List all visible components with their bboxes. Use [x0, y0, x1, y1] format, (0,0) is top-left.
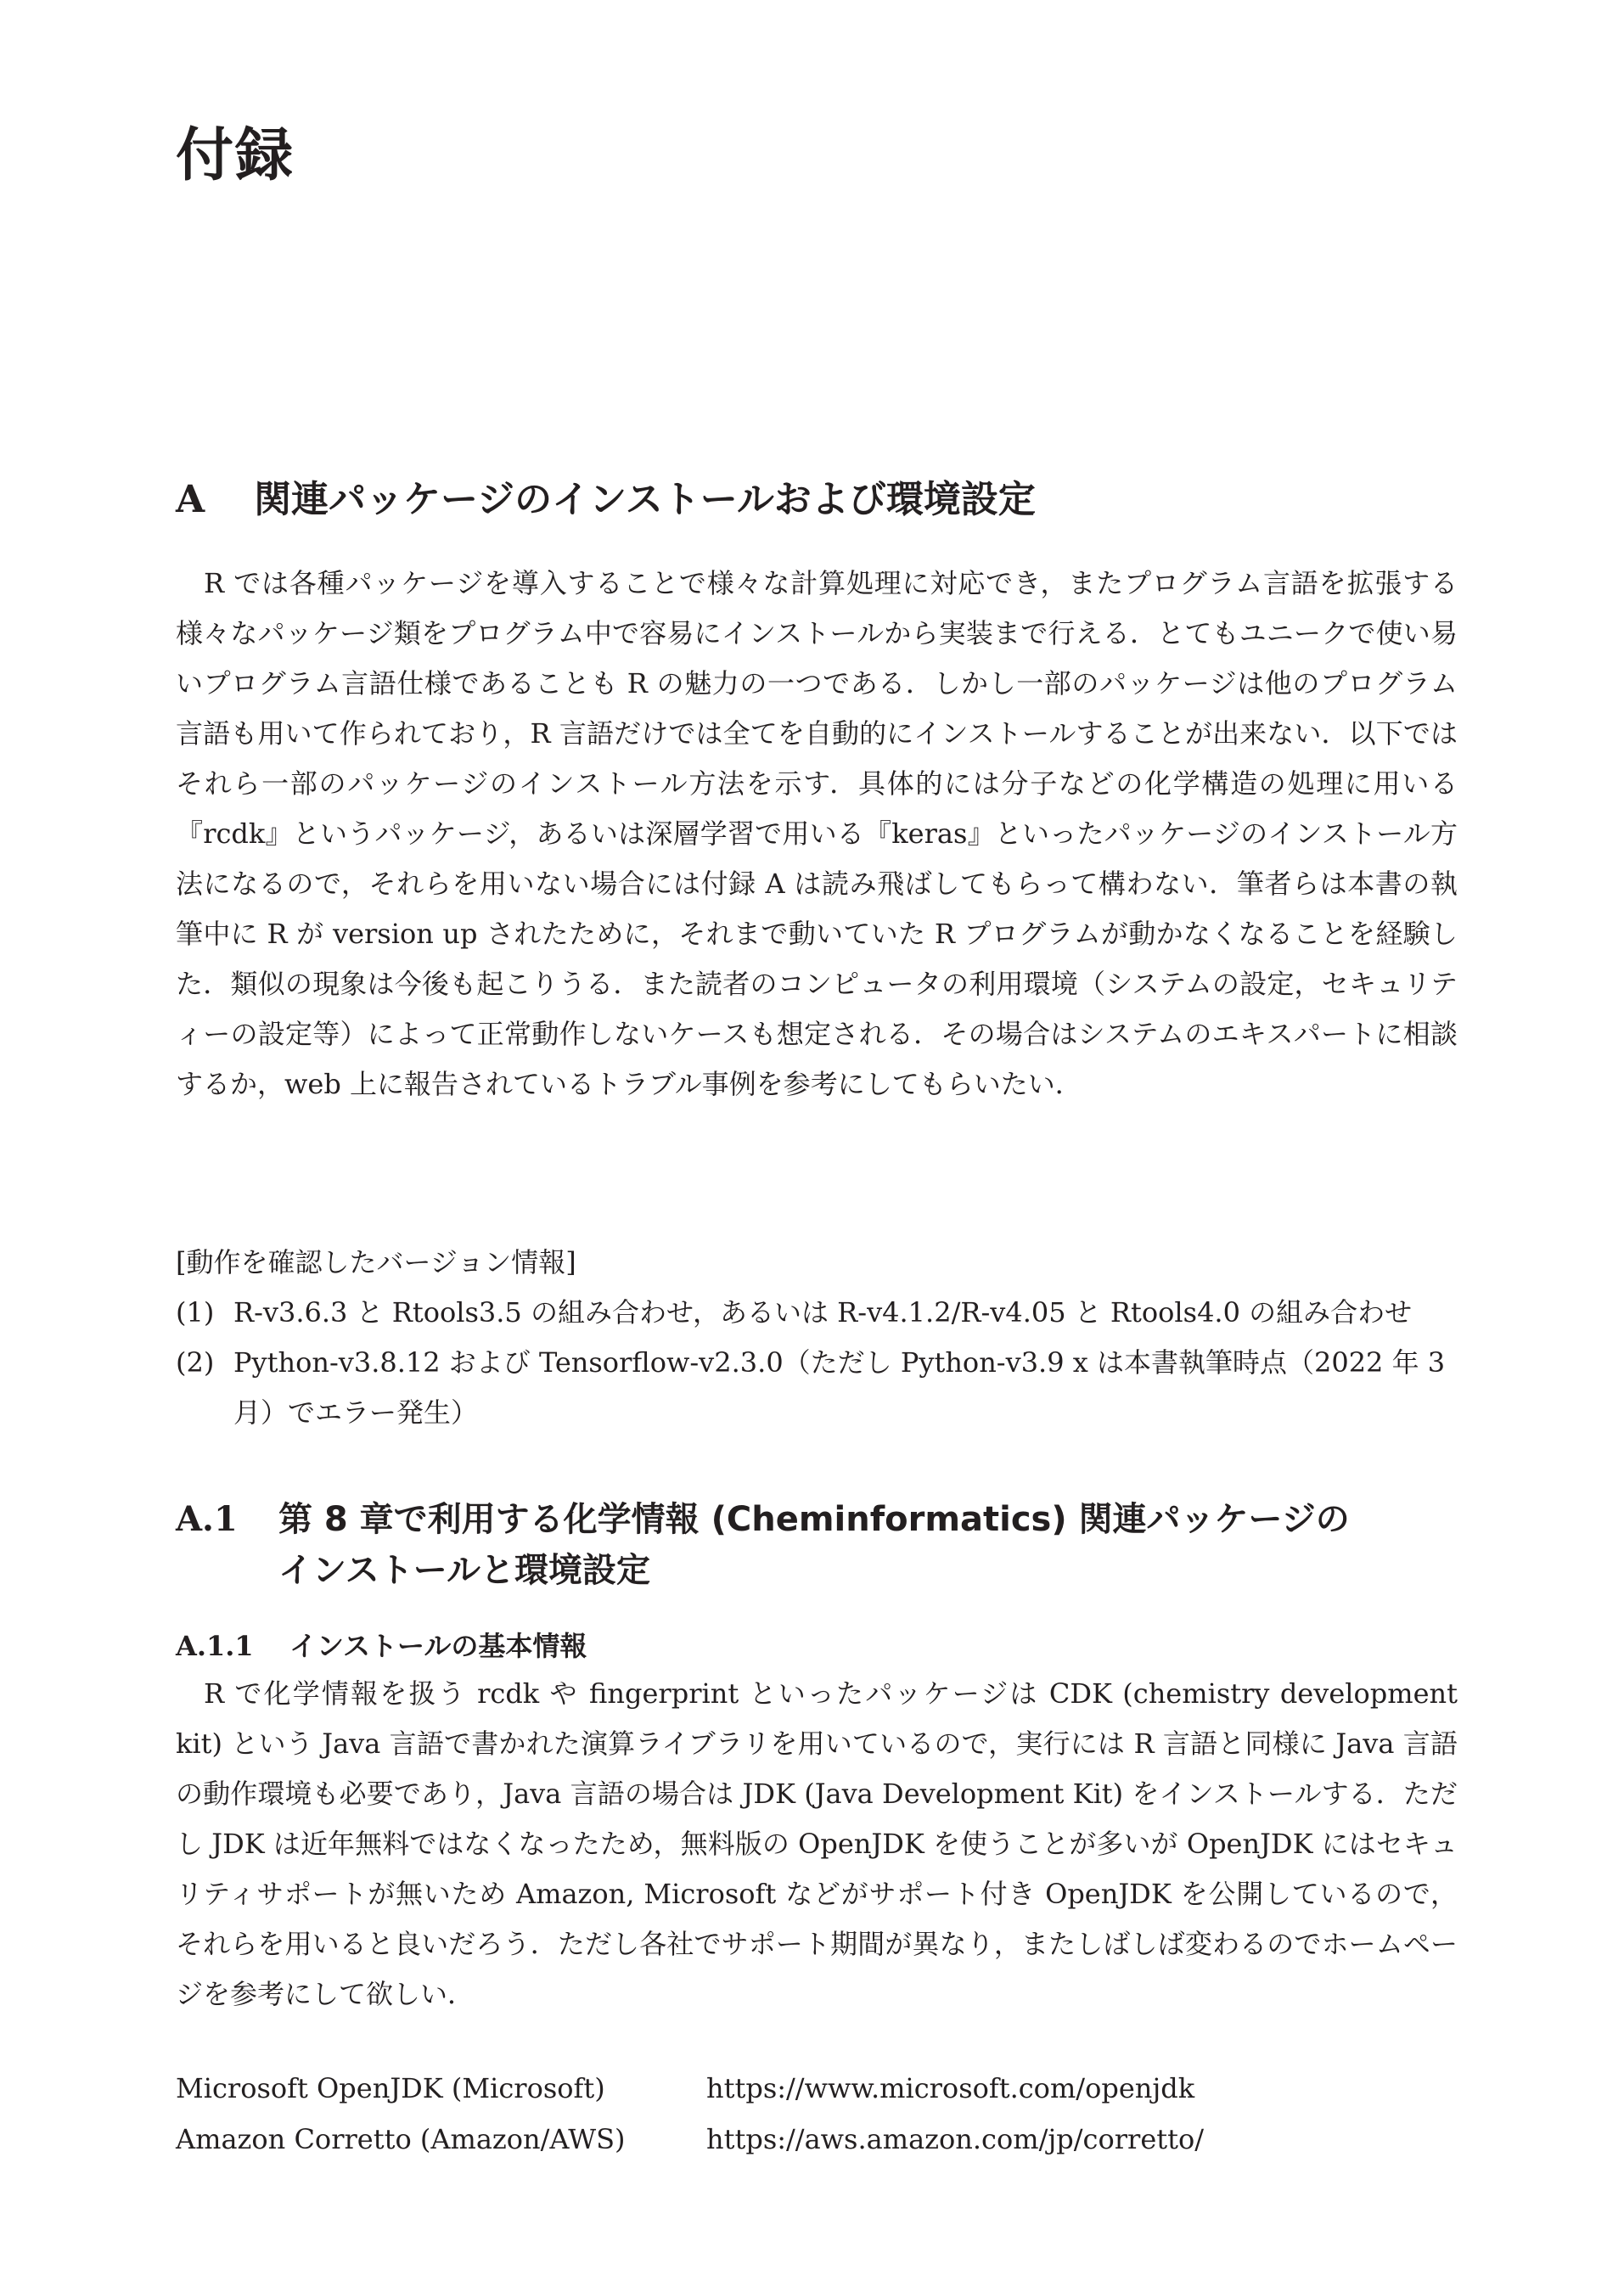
jdk-link-row — [176, 2063, 1204, 2114]
section-a-number: A — [176, 478, 205, 521]
version-item-text: Python-v3.8.12 および Tensorflow-v2.3.0（ただし Python-v3.9 x は本書執筆時点（2022 年 3 月）でエラー発生） — [233, 1346, 1446, 1429]
jdk-link-row — [176, 2114, 1204, 2165]
version-info-label: [動作を確認したバージョン情報] — [176, 1246, 576, 1278]
section-a11-title: インストールの基本情報 — [289, 1630, 587, 1662]
jdk-links — [176, 2063, 1204, 2165]
jdk-link-name: Microsoft OpenJDK (Microsoft) — [176, 2072, 605, 2104]
jdk-link-url[interactable]: https://aws.amazon.com/jp/corretto/ — [706, 2123, 1205, 2155]
version-info — [176, 1238, 1458, 1438]
section-a11-heading — [176, 1630, 587, 1662]
jdk-link-url[interactable]: https://www.microsoft.com/openjdk — [706, 2072, 1195, 2104]
version-item-marker: (1) — [176, 1296, 215, 1329]
jdk-link-name: Amazon Corretto (Amazon/AWS) — [176, 2123, 626, 2155]
section-a-heading — [176, 478, 1036, 523]
chapter-title: 付録 — [176, 122, 295, 189]
version-info-item — [176, 1288, 1458, 1338]
version-item-text: R-v3.6.3 と Rtools3.5 の組み合わせ，あるいは R-v4.1.2/R-v4.05 と Rtools4.0 の組み合わせ — [233, 1296, 1413, 1329]
section-a1-heading — [176, 1494, 1382, 1596]
version-info-list — [176, 1288, 1458, 1438]
section-a-paragraph: R では各種パッケージを導入することで様々な計算処理に対応でき，またプログラム言語を拡張する様々なパッケージ類をプログラム中で容易にインストールから実装まで行える．とてもユニークで使い易いプログラム言語仕様であることも R の魅力の一つである．しかし一部のパッケージは他のプログラム言語も用いて作られており，R 言語だけでは全てを自動的にインストールすることが出来ない．以下ではそれら一部のパッケージのインストール方法を示す．具体的には分子などの化学構造の処理に用いる『rcdk』というパッケージ，あるいは深層学習で用いる『keras』といったパッケージのインストール方法になるので，それらを用いない場合には付録 A は読み飛ばしてもらって構わない．筆者らは本書の執筆中に R が version up されたために，それまで動いていた R プログラムが動かなくなることを経験した．類似の現象は今後も起こりうる．また読者のコンピュータの利用環境（システムの設定，セキュリティーの設定等）によって正常動作しないケースも想定される．その場合はシステムのエキスパートに相談するか，web 上に報告されているトラブル事例を参考にしてもらいたい． — [176, 567, 1458, 1100]
section-a-title: 関連パッケージのインストールおよび環境設定 — [254, 478, 1036, 521]
section-a1-title: 第 8 章で利用する化学情報 (Cheminformatics) 関連パッケージのインストールと環境設定 — [278, 1500, 1350, 1590]
section-a11-number: A.1.1 — [176, 1630, 254, 1662]
version-item-marker: (2) — [176, 1346, 215, 1379]
section-a11-paragraph: R で化学情報を扱う rcdk や fingerprint といったパッケージは CDK (chemistry development kit) という Java 言語で書かれた演算ライブラリを用いているので，実行には R 言語と同様に Java 言語の動作環境も必要であり，Java 言語の場合は JDK (Java Development Kit) をインストールする．ただし JDK は近年無料ではなくなったため，無料版の OpenJDK を使うことが多いが OpenJDK にはセキュリティサポートが無いため Amazon, Microsoft などがサポート付き OpenJDK を公開しているので，それらを用いると良いだろう．ただし各社でサポート期間が異なり，またしばしば変わるのでホームページを参考にして欲しい． — [176, 1677, 1458, 2010]
section-a1-number: A.1 — [176, 1499, 238, 1539]
version-info-item — [176, 1338, 1458, 1438]
